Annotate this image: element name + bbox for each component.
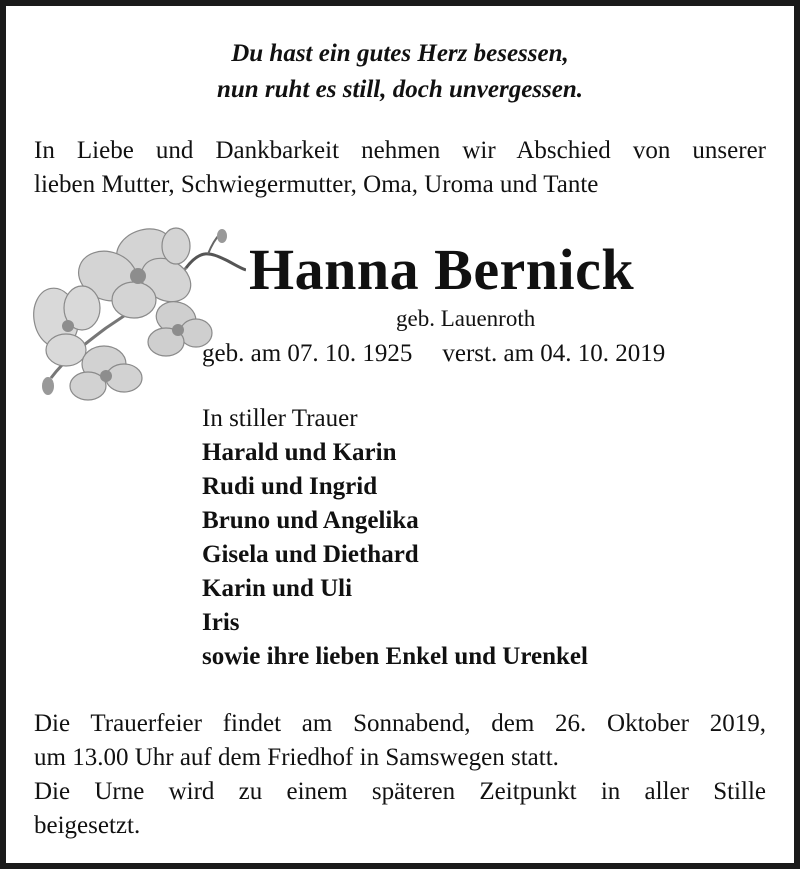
verse-line-2: nun ruht es still, doch unvergessen. [216,76,584,103]
funeral-line-4: beigesetzt. [34,812,141,839]
maiden-name: geb. Lauenroth [396,306,536,331]
funeral-line-2: um 13.00 Uhr auf dem Friedhof in Samswegen statt. [34,744,559,771]
birth-date: geb. am 07. 10. 1925 [202,340,413,367]
verse-line-1: Du hast ein gutes Herz besessen, [231,40,569,67]
mourner-name: Gisela und Diethard [202,541,419,568]
life-dates [202,336,665,372]
intro-line-2: lieben Mutter, Schwiegermutter, Oma, Uroma und Tante [34,171,599,198]
mourner-name: Harald und Karin [202,439,397,466]
mourner-name: Bruno und Angelika [202,507,419,534]
orchid-branch-icon [26,218,246,408]
funeral-line-1: Die Trauerfeier findet am Sonnabend, dem 26. Oktober 2019, [34,710,766,737]
mourner-name: Iris [202,609,240,636]
mourner-name: Karin und Uli [202,575,353,602]
mourners-list [202,402,588,674]
funeral-line-3: Die Urne wird zu einem späteren Zeitpunkt in aller Stille [34,778,766,805]
deceased-name: Hanna Bernick [249,237,635,302]
intro-line-1: In Liebe und Dankbarkeit nehmen wir Abschied von unserer [34,137,766,164]
death-date: verst. am 04. 10. 2019 [442,340,666,367]
mourners-lead: In stiller Trauer [202,405,358,432]
mourner-name: Rudi und Ingrid [202,473,378,500]
funeral-details [34,707,766,843]
intro-text [34,134,766,202]
memorial-verse [6,36,794,108]
mourner-name: sowie ihre lieben Enkel und Urenkel [202,643,588,670]
